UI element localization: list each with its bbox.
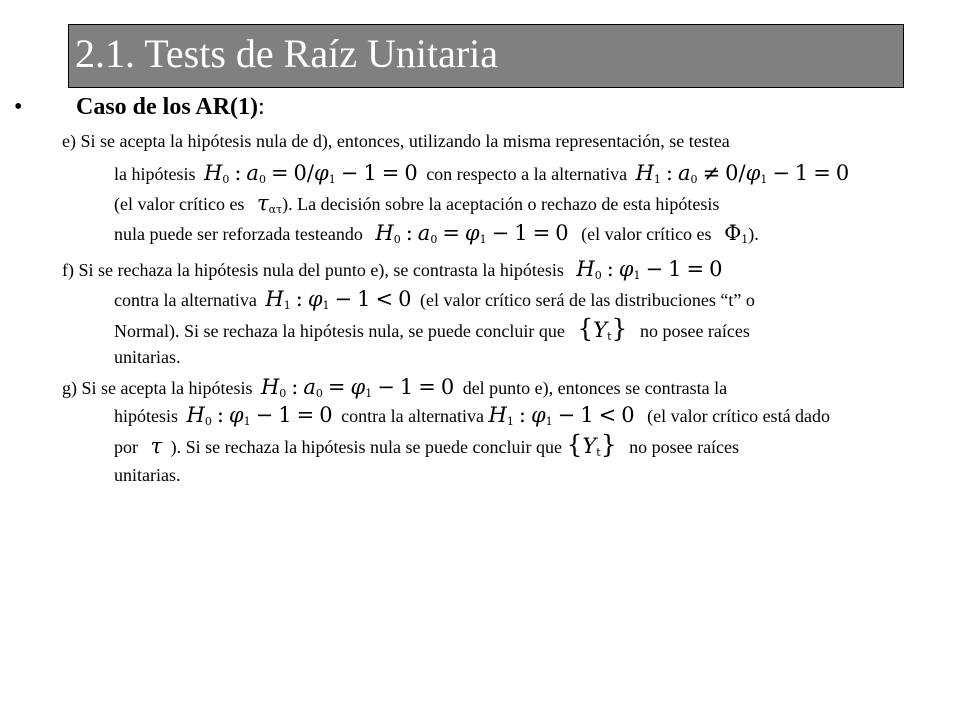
paragraph-e-text-2a: la hipótesis	[114, 164, 196, 184]
bullet-colon: :	[258, 94, 265, 120]
paragraph-g-text-3b: ). Si se rechaza la hipótesis nula se puede concluir que	[170, 437, 562, 457]
formula-phi-1: $\Phi_1$	[724, 221, 749, 246]
paragraph-e-text-3a: (el valor crítico es	[114, 194, 245, 214]
paragraph-f-text-2a: contra la alternativa	[114, 290, 257, 310]
paragraph-f-text-1a: f) Si se rechaza la hipótesis nula del punto e), se contrasta la hipótesis	[62, 260, 564, 280]
formula-h0-a0-eq-phi-g: $H_0$ : $a_0 = \varphi_1 - 1 = 0$	[260, 375, 455, 400]
bullet-heading-text	[76, 90, 265, 124]
paragraph-f-text-2b: (el valor crítico será de las distribuciones “t” o	[420, 290, 755, 310]
formula-y-t-g: $\{Y_t\}$	[566, 430, 617, 459]
paragraph-g-line-3	[114, 432, 739, 458]
formula-h1-phi-lt-g: $H_1$ : $\varphi_1 - 1 < 0$	[488, 403, 635, 428]
paragraph-g-line-2	[114, 402, 830, 428]
formula-h1-a0-phi: $H_1$ : $a_0 \ne 0/\varphi_1 - 1 = 0$	[635, 161, 850, 186]
paragraph-e-text-4c: ).	[748, 224, 759, 244]
bullet-dot: •	[14, 94, 23, 120]
paragraph-g-text-4: unitarias.	[114, 465, 181, 485]
slide-title: 2.1. Tests de Raíz Unitaria	[75, 31, 499, 76]
paragraph-f-text-3a: Normal). Si se rechaza la hipótesis nula, se puede concluir que	[114, 321, 565, 341]
paragraph-e-text-1: e) Si se acepta la hipótesis nula de d), entonces, utilizando la misma representación, se testea	[62, 131, 730, 151]
paragraph-g-text-3c: no posee raíces	[629, 437, 740, 457]
paragraph-g-text-1b: del punto e), entonces se contrasta la	[462, 378, 728, 398]
paragraph-g-line-1	[62, 374, 727, 400]
formula-y-t: $\{Y_t\}$	[577, 314, 628, 343]
paragraph-e-line-2	[114, 160, 849, 186]
paragraph-f-text-3b: no posee raíces	[639, 321, 750, 341]
paragraph-g-text-2c: (el valor crítico está dado	[647, 406, 831, 426]
paragraph-e-text-2b: con respecto a la alternativa	[426, 164, 628, 184]
formula-h0-a0-eq-phi: $H_0$ : $a_0 = \varphi_1 - 1 = 0$	[375, 221, 569, 246]
formula-tau: τ	[150, 434, 163, 458]
paragraph-f-text-4: unitarias.	[114, 347, 181, 367]
formula-h0-a0-phi: $H_0$ : $a_0 = 0/\varphi_1 - 1 = 0$	[204, 161, 418, 186]
paragraph-f-line-3	[114, 316, 750, 342]
paragraph-f-line-1	[62, 256, 722, 282]
paragraph-e-line-3	[114, 190, 719, 216]
paragraph-f-line-2	[114, 286, 755, 312]
paragraph-f-line-4	[114, 344, 180, 370]
paragraph-g-text-3a: por	[114, 437, 138, 457]
paragraph-g-text-1a: g) Si se acepta la hipótesis	[62, 378, 253, 398]
paragraph-g-line-4	[114, 462, 180, 488]
paragraph-e-line-4	[114, 220, 759, 246]
paragraph-g-text-2a: hipótesis	[114, 406, 179, 426]
paragraph-e-text-4b: (el valor crítico es	[581, 224, 712, 244]
formula-h1-phi-lt: $H_1$ : $\varphi_1 - 1 < 0$	[265, 287, 412, 312]
paragraph-e-line-1	[62, 128, 730, 154]
slide-title-bar	[68, 24, 904, 88]
formula-h0-phi: $H_0$ : $\varphi_1 - 1 = 0$	[576, 257, 723, 282]
formula-tau-alpha-tau: $\tau_{\alpha\tau}$	[256, 191, 283, 216]
paragraph-e-text-3b: ). La decisión sobre la aceptación o rechazo de esta hipótesis	[282, 194, 720, 214]
formula-h0-phi-g: $H_0$ : $\varphi_1 - 1 = 0$	[186, 403, 333, 428]
paragraph-e-text-4a: nula puede ser reforzada testeando	[114, 224, 363, 244]
bullet-label: Caso de los AR(1)	[76, 94, 259, 120]
paragraph-g-text-2b: contra la alternativa	[341, 406, 485, 426]
